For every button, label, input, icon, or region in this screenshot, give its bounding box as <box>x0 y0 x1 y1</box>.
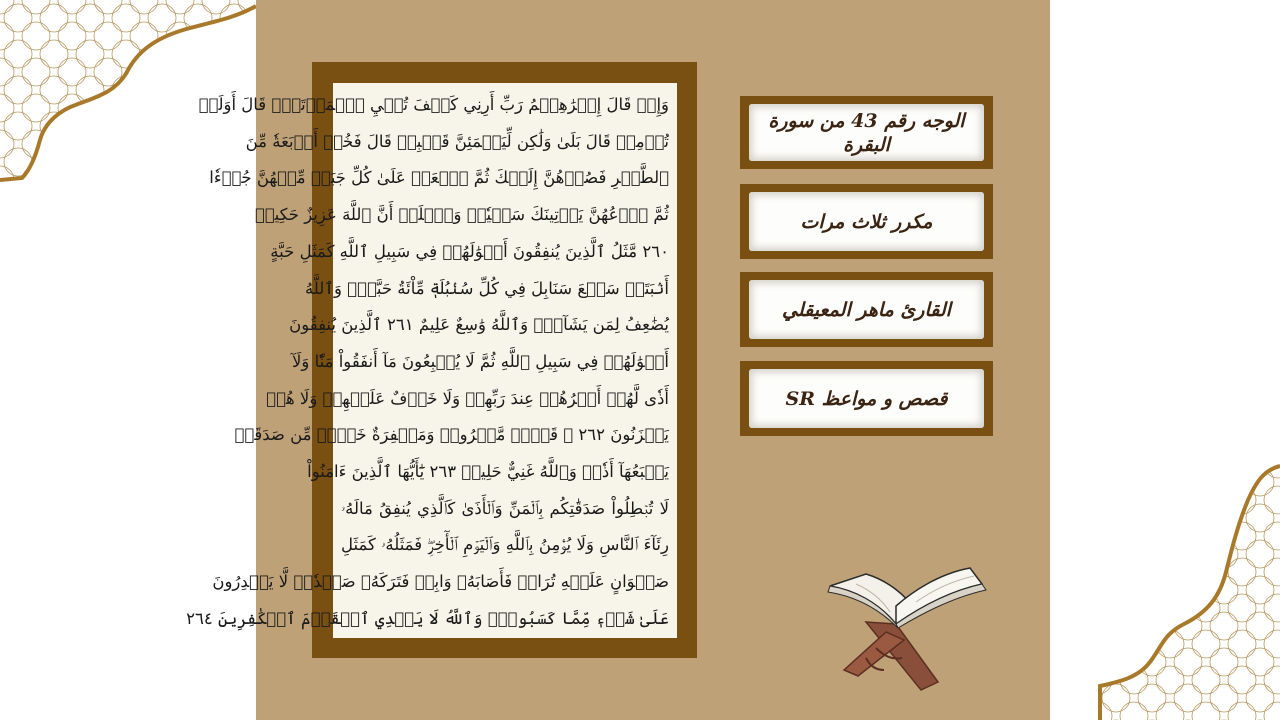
quran-stand-icon <box>826 562 990 700</box>
verse-line: أَمۡوَٰلَهُمۡ فِي سَبِيلِ ٱللَّهِ ثُمَّ لَا يُتۡبِعُونَ مَآ أَنفَقُواْ مَنّٗا وَلَآ <box>292 351 669 371</box>
page-info-text: الوجه رقم 43 من سورة البقرة <box>768 109 965 156</box>
page-info-card <box>749 104 984 161</box>
verse-line: وَإِذۡ قَالَ إِبۡرَٰهِـۧمُ رَبِّ أَرِنِي كَيۡفَ تُحۡيِ ٱلۡمَوۡتَىٰۖ قَالَ أَوَلَمۡ <box>198 95 669 114</box>
verse-line: صَفۡوَانٍ عَلَيۡهِ تُرَابٞ فَأَصَابَهُۥ وَابِلٞ فَتَرَكَهُۥ صَلۡدٗاۖ لَّا يَقۡدِرُونَ <box>212 572 669 592</box>
page-info-box <box>740 96 993 169</box>
verse-line: يُضَٰعِفُ لِمَن يَشَآءُۚ وَٱللَّهُ وَٰسِعٌ عَلِيمٌ ٢٦١ ٱلَّذِينَ يُنفِقُونَ <box>289 315 669 335</box>
channel-info-card <box>749 369 984 428</box>
repeat-info-card <box>749 192 984 251</box>
reciter-info-box <box>740 272 993 347</box>
quran-page <box>186 83 677 638</box>
verse-line: عَلَىٰ شَيۡءٖ مِّمَّا كَسَبُواْۗ وَٱللَّهُ لَا يَهۡدِي ٱلۡقَوۡمَ ٱلۡكَٰفِرِينَ ٢٦٤ <box>186 608 669 628</box>
verse-line: ٱلطَّيۡرِ فَصُرۡهُنَّ إِلَيۡكَ ثُمَّ ٱجۡعَلۡ عَلَىٰ كُلِّ جَبَلٖ مِّنۡهُنَّ جُزۡءٗا <box>209 168 669 188</box>
ornament-corner-bottom-right <box>1098 464 1280 720</box>
verse-line: رِئَآءَ ٱلنَّاسِ وَلَا يُؤۡمِنُ بِٱللَّهِ وَٱلۡيَوۡمِ ٱلۡأٓخِرِۖ فَمَثَلُهُۥ كَمَثَلِ <box>341 535 669 555</box>
verse-line: لَا تُبۡطِلُواْ صَدَقَٰتِكُم بِٱلۡمَنِّ وَٱلۡأَذَىٰ كَٱلَّذِي يُنفِقُ مَالَهُۥ <box>341 498 669 518</box>
reciter-name-text: القارئ ماهر المعيقلي <box>782 298 951 321</box>
verse-line: تُؤۡمِنۖ قَالَ بَلَىٰ وَلَٰكِن لِّيَطۡمَئِنَّ قَلۡبِيۖ قَالَ فَخُذۡ أَرۡبَعَةٗ مِّنَ <box>245 131 669 151</box>
channel-name-text: قصص و مواعظ SR <box>785 387 948 410</box>
verse-line: أَذٗى لَّهُمۡ أَجۡرُهُمۡ عِندَ رَبِّهِمۡ وَلَا خَوۡفٌ عَلَيۡهِمۡ وَلَا هُمۡ <box>266 388 669 408</box>
repeat-info-text: مكرر ثلاث مرات <box>800 210 933 233</box>
verse-line: يَحۡزَنُونَ ٢٦٢ ۞ قَوۡلٞ مَّعۡرُوفٞ وَمَغۡفِرَةٌ خَيۡرٞ مِّن صَدَقَةٖ <box>234 425 669 445</box>
verse-line: ثُمَّ ٱدۡعُهُنَّ يَأۡتِينَكَ سَعۡيٗاۚ وَٱعۡلَمۡ أَنَّ ٱللَّهَ عَزِيزٌ حَكِيمٞ <box>254 205 669 225</box>
repeat-info-box <box>740 184 993 259</box>
verse-line: ٢٦٠ مَّثَلُ ٱلَّذِينَ يُنفِقُونَ أَمۡوَٰلَهُمۡ فِي سَبِيلِ ٱللَّهِ كَمَثَلِ حَبَّةٍ <box>270 241 669 261</box>
reciter-info-card <box>749 280 984 339</box>
verse-line: أَنۢبَتَتۡ سَبۡعَ سَنَابِلَ فِي كُلِّ سُنۢبُلَةٖ مِّاْئَةُ حَبَّةٖۗ وَٱللَّهُ <box>304 278 669 298</box>
verse-line: يَتۡبَعُهَآ أَذٗىۗ وَٱللَّهُ غَنِيٌّ حَلِيمٞ ٢٦٣ يَٰٓأَيُّهَا ٱلَّذِينَ ءَامَنُواْ <box>307 462 669 481</box>
channel-info-box <box>740 361 993 436</box>
